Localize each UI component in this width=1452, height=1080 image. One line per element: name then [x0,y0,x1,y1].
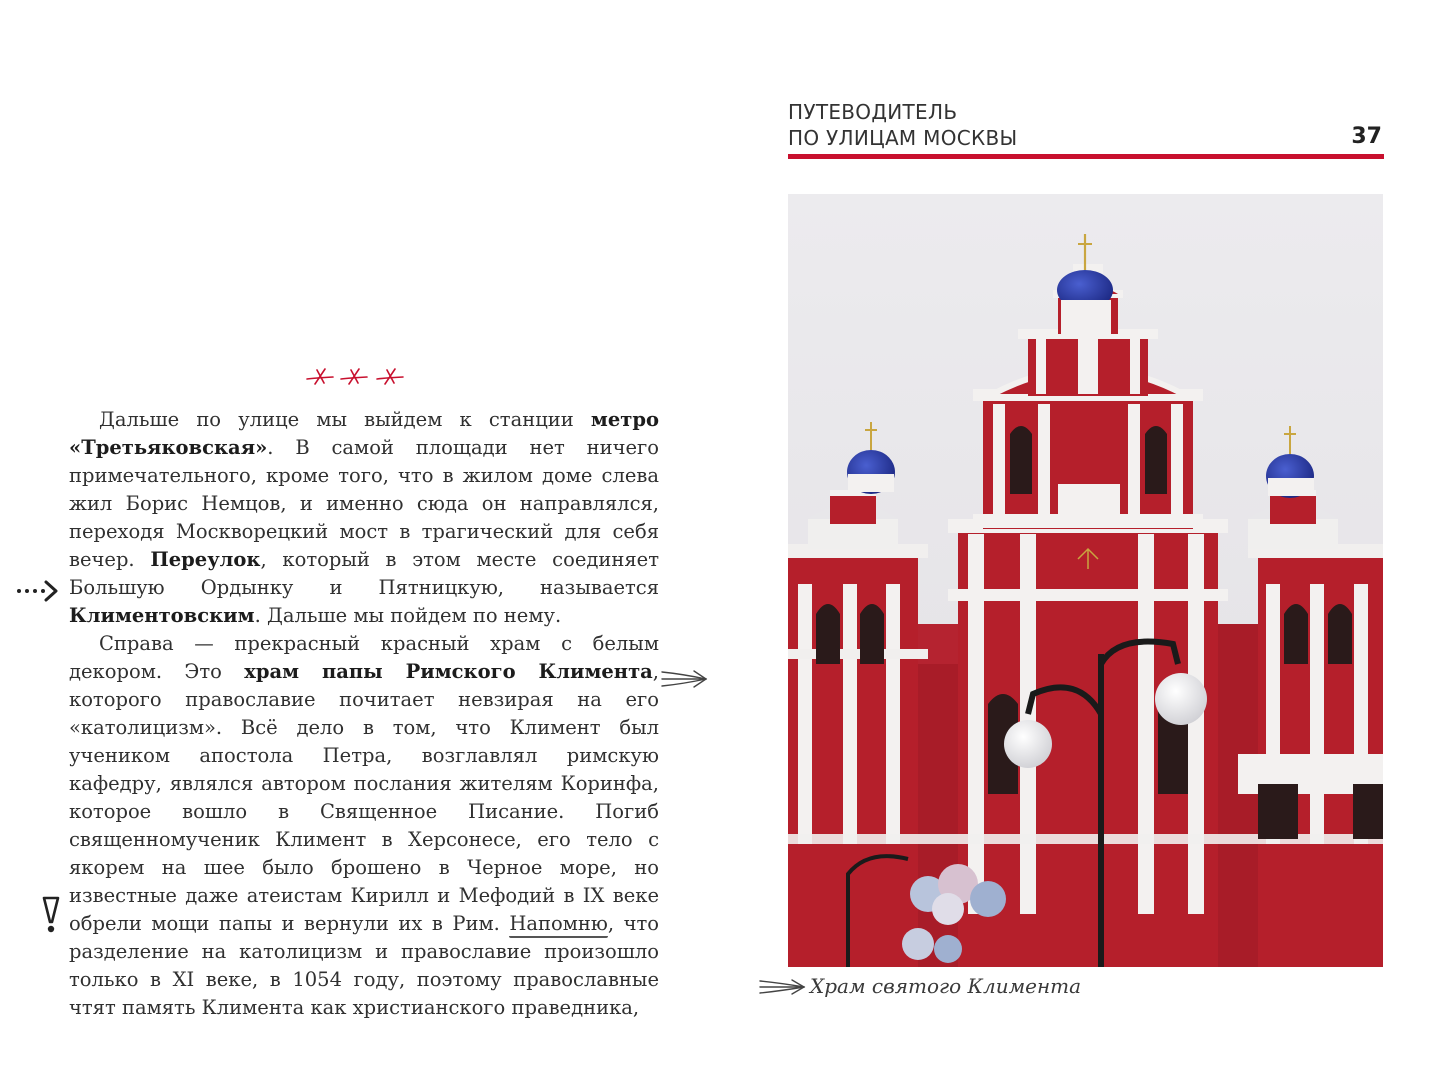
exclamation-icon [40,895,62,935]
caption-text: Храм святого Климента [810,974,1082,998]
p2-text-3: , что разделение на католицизм и православие произошло только в XI веке, в 1054 году, поэтому православные чтят память Климента как христианского праведника, [69,912,659,1019]
church-photo [788,194,1383,967]
p1-text-3: , который в этом месте соединяет Большую Ордынку и Пятницкую, называется [69,548,659,599]
three-crossed-stars-icon [305,362,415,388]
header-title-line-2: ПО УЛИЦАМ МОСКВЫ [788,126,1018,150]
paragraph-2 [69,630,659,1022]
body-text [69,406,659,1022]
header-rule [788,154,1384,159]
page-number: 37 [1351,124,1382,149]
p1-text-4: . Дальше мы пойдем по нему. [254,604,562,627]
caption-double-arrow-icon [758,976,808,998]
p2-text-1: Справа — прекрасный красный храм с белым декором. Это [69,632,659,683]
double-arrow-icon [660,665,710,691]
dotted-arrow-icon [16,578,60,604]
p1-text-2: . В самой площади нет ничего примечательного, кроме того, что в жилом доме слева жил Борис Немцов, и именно сюда он направлялся, переходя Москворецкий мост в трагический для себя вечер. [69,436,659,571]
paragraph-1 [69,406,659,630]
p1-bold-klimentovsky: Климентовским [69,604,255,627]
p2-bold-church: храм папы Римского Климента [244,660,653,683]
p2-underlined-napomnyu: Напомню [509,912,608,938]
p1-bold-pereulok: Переулок [150,548,261,571]
photo-caption [758,972,1118,1002]
p1-bold-metro: метро «Третьяковская» [69,408,659,459]
running-header [786,98,1384,164]
header-title-line-1: ПУТЕВОДИТЕЛЬ [788,100,958,124]
p1-text-1: Дальше по улице мы выйдем к станции [99,408,591,431]
p2-text-2: , которого православие почитает невзирая на его «католицизм». Всё дело в том, что Климент был учеником апостола Петра, возглавлял римскую кафедру, являлся автором послания жителям Коринфа, которое вошло в Священное Писание. Погиб священномученик Климент в Херсонесе, его тело с якорем на шее было брошено в Черное море, но известные даже атеистам Кирилл и Мефодий в IX веке обрели мощи папы и вернули их в Рим. [69,660,659,935]
